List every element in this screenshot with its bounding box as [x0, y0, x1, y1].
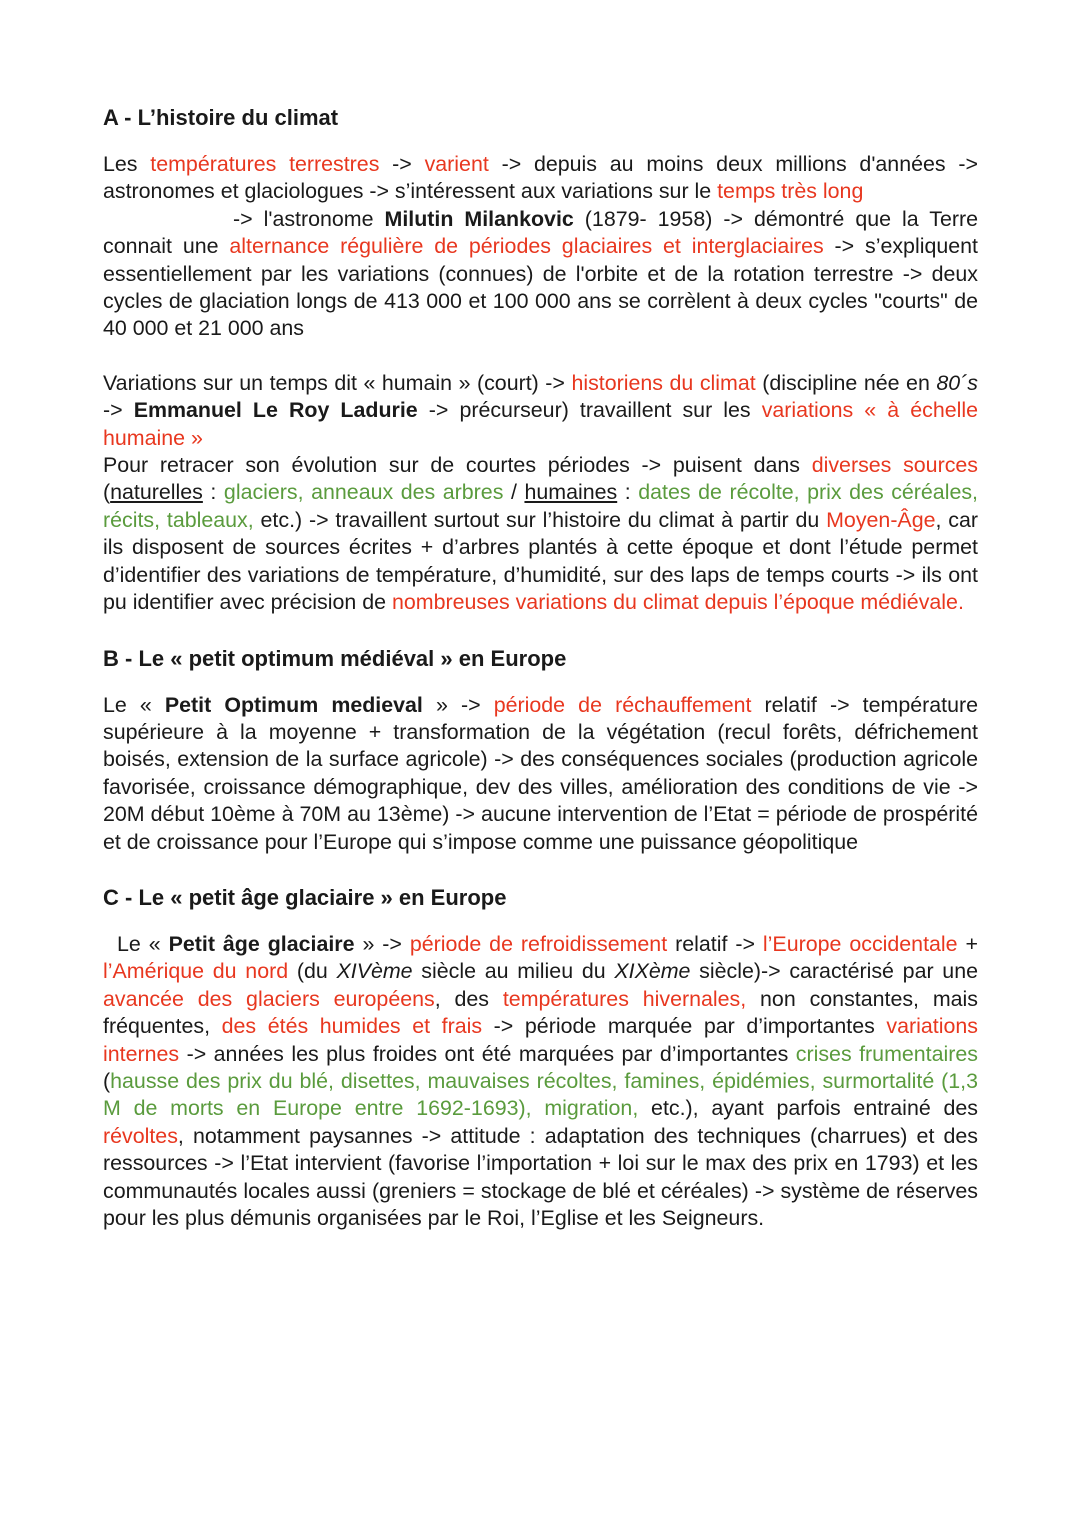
text-run: siècle au milieu du	[412, 959, 615, 984]
section-title-b: B - Le « petit optimum médiéval » en Europe	[103, 645, 567, 671]
highlight-red: l’Amérique du nord	[103, 959, 289, 984]
text-run: /	[503, 480, 525, 505]
highlight-red: Moyen-Âge	[826, 507, 936, 532]
bold-term: Petit Optimum medieval	[164, 692, 423, 717]
highlight-red: des étés humides et frais	[221, 1014, 483, 1039]
text-run: (1879- 1958) -> démontré que la Terre connait une	[103, 206, 979, 259]
highlight-green: hausse des prix du blé, disettes, mauvaises récoltes, famines, épidémies, surmortalité (1,3 M de morts en Europe entre 1692-1693), migration,	[103, 1068, 978, 1121]
highlight-green: glaciers, anneaux des arbres	[223, 480, 504, 505]
text-run: siècle)-> caractérisé par une	[690, 959, 979, 984]
text-run: non constantes, mais fréquentes,	[103, 986, 978, 1039]
highlight-red: températures hivernales,	[502, 986, 747, 1011]
text-run: , notamment paysannes -> attitude : adaptation des techniques (charrues) et des ressources -> l’Etat intervient (favorise l’importation + loi sur le max des prix en 1793) et les communautés locales aussi (greniers = stockage de blé et céréales) -> système de réserves pour les plus démunis organisées par le Roi, l’Eglise et les Seigneurs.	[103, 1123, 978, 1230]
text-run: +	[957, 931, 979, 956]
paragraph-a1	[103, 151, 978, 206]
highlight-red: période de réchauffement	[493, 692, 752, 717]
paragraph-a4	[103, 452, 978, 616]
text-run: (	[103, 1068, 111, 1093]
underlined-term: humaines	[524, 480, 618, 505]
text-run: :	[617, 480, 639, 505]
italic-term: XIVème	[336, 959, 413, 984]
highlight-red: diverses sources	[811, 453, 978, 478]
highlight-green: crises frumentaires	[795, 1041, 978, 1066]
text-run: » ->	[422, 692, 494, 717]
text-run: (	[103, 480, 111, 505]
text-run: -> précurseur) travaillent sur les	[417, 398, 762, 423]
underlined-term: naturelles	[110, 480, 203, 505]
text-run: Les	[103, 152, 151, 176]
text-run: Le «	[117, 931, 169, 956]
text-run: -> l'astronome	[233, 206, 385, 231]
highlight-red: temps très long	[717, 179, 864, 204]
paragraph-c1	[103, 931, 978, 1232]
text-run: (du	[288, 959, 337, 984]
text-run: Pour retracer son évolution sur de courtes périodes -> puisent dans	[103, 453, 812, 478]
text-run: :	[202, 480, 224, 505]
text-run: , des	[434, 986, 503, 1011]
text-run: Le «	[103, 692, 165, 717]
text-run: -> depuis au moins deux millions d'années -> astronomes et glaciologues -> s’intéressent aux variations sur le	[103, 152, 978, 204]
bold-term: Petit âge glaciaire	[168, 931, 355, 956]
paragraph-a3	[103, 370, 978, 452]
highlight-red: nombreuses variations du climat depuis l’époque médiévale.	[391, 590, 964, 615]
paragraph-a2	[103, 206, 978, 343]
text-run: , car ils disposent de sources écrites + d’arbres plantés à cette époque et dont l’étude permet d’identifier des variations de température, d’humidité, sur des laps de temps courts -> ils ont pu identifier avec précision de	[103, 507, 978, 615]
paragraph-b1	[103, 692, 978, 856]
highlight-red: variations internes	[103, 1014, 978, 1066]
text-run: » ->	[354, 931, 410, 956]
document-page	[103, 96, 978, 1232]
highlight-red: varient	[424, 152, 489, 176]
highlight-red: températures terrestres	[150, 152, 380, 176]
highlight-red: variations « à échelle humaine »	[103, 398, 979, 450]
text-run: etc.) -> travaillent surtout sur l’histoire du climat à partir du	[253, 507, 827, 532]
highlight-red: avancée des glaciers européens	[103, 986, 435, 1011]
highlight-red: l’Europe occidentale	[762, 931, 958, 956]
bold-term: Milutin Milankovic	[384, 206, 574, 231]
highlight-red: période de refroidissement	[409, 931, 668, 956]
bold-term: Emmanuel Le Roy Ladurie	[133, 398, 418, 423]
text-run: -> années les plus froides ont été marquées par d’importantes	[179, 1041, 796, 1066]
highlight-red: révoltes	[103, 1123, 178, 1148]
text-run: (discipline née en	[755, 370, 937, 395]
highlight-red: alternance régulière de périodes glaciaires et interglaciaires	[229, 234, 824, 259]
italic-term: XIXème	[614, 959, 691, 984]
text-run: relatif ->	[667, 931, 763, 956]
text-run: etc.), ayant parfois entrainé des	[638, 1096, 978, 1121]
italic-term: 80´s	[936, 370, 978, 395]
text-run: ->	[103, 398, 134, 423]
text-run: -> période marquée par d’importantes	[482, 1014, 887, 1039]
text-run: Variations sur un temps dit « humain » (court) ->	[103, 370, 572, 395]
highlight-green: dates de récolte, prix des céréales, récits, tableaux,	[103, 480, 978, 532]
highlight-red: historiens du climat	[571, 370, 756, 395]
section-title-c: C - Le « petit âge glaciaire » en Europe	[103, 884, 507, 910]
text-run: ->	[379, 152, 425, 176]
section-title-a: A - L’histoire du climat	[103, 105, 339, 130]
text-run: -> s’expliquent essentiellement par les variations (connues) de l'orbite et de la rotation terrestre -> deux cycles de glaciation longs de 413 000 et 100 000 ans se corrèlent à deux cycles "courts" de 40 000 et 21 000 ans	[103, 234, 978, 341]
text-run: relatif -> température supérieure à la moyenne + transformation de la végétation (recul forêts, défrichement boisés, extension de la surface agricole) -> des conséquences sociales (production agricole favorisée, croissance démographique, dev des villes, amélioration des conditions de vie -> 20M début 10ème à 70M au 13ème) -> aucune intervention de l’Etat = période de prospérité et de croissance pour l’Europe qui s’impose comme une puissance géopolitique	[103, 692, 978, 854]
